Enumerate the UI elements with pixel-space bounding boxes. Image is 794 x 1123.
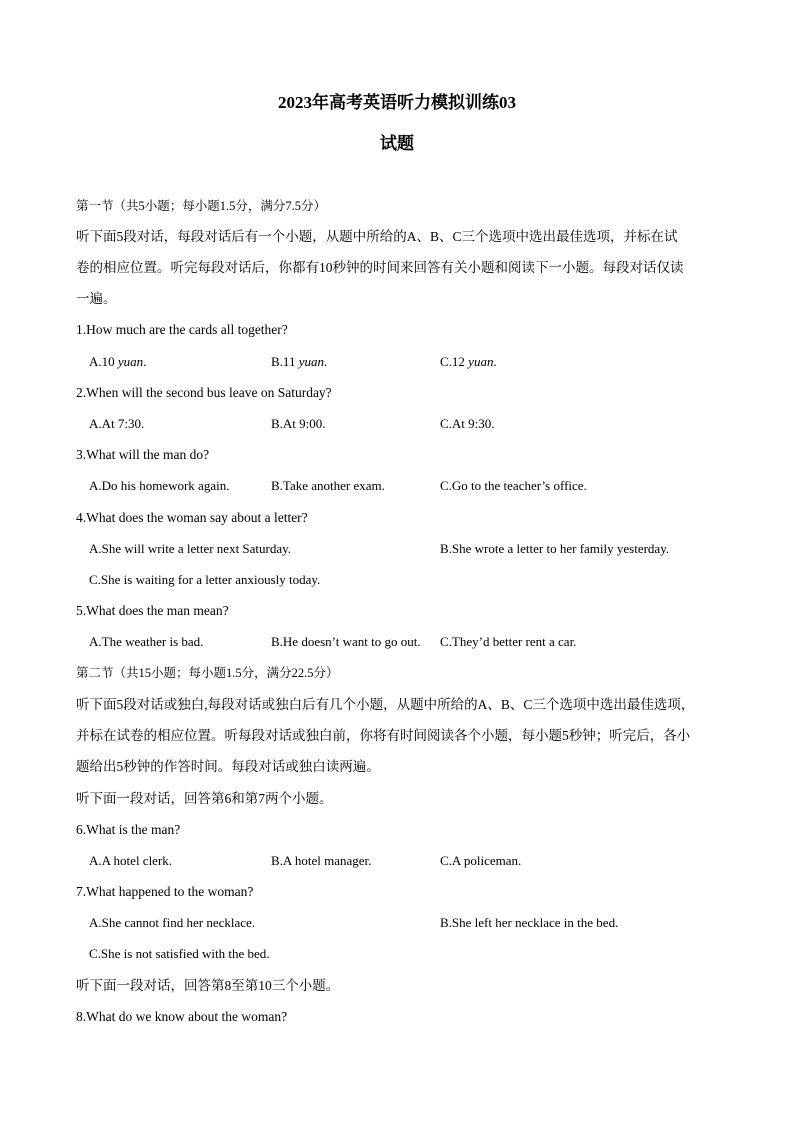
question-1-stem: 1.How much are the cards all together? — [76, 322, 288, 337]
dialogue-lead-8-10: 听下面一段对话，回答第8至第10三个小题。 — [76, 978, 340, 993]
section2-instruction-line: 并标在试卷的相应位置。听每段对话或独白前，你将有时间阅读各个小题，每小题5秒钟；听完后，各小 — [76, 728, 691, 743]
q4-option-c: C.She is waiting for a letter anxiously today. — [89, 572, 321, 587]
document-title: 2023年高考英语听力模拟训练03 — [278, 93, 516, 112]
question-2-stem: 2.When will the second bus leave on Saturday? — [76, 385, 332, 400]
q6-option-a: A.A hotel clerk. — [89, 853, 173, 868]
section1-header: 第一节（共5小题；每小题1.5分，满分7.5分） — [76, 199, 327, 213]
section1-instruction-line: 一遍。 — [76, 291, 117, 306]
q7-option-c: C.She is not satisfied with the bed. — [89, 946, 270, 961]
q2-option-c: C.At 9:30. — [440, 416, 495, 431]
document-subtitle: 试题 — [380, 134, 414, 153]
q1-option-c: C.12 yuan. — [440, 354, 497, 369]
q1-option-a: A.10 yuan. — [89, 354, 147, 369]
question-6-stem: 6.What is the man? — [76, 822, 181, 837]
q7-option-a: A.She cannot find her necklace. — [89, 915, 256, 930]
question-4-stem: 4.What does the woman say about a letter? — [76, 510, 308, 525]
question-5-stem: 5.What does the man mean? — [76, 603, 229, 618]
q6-option-b: B.A hotel manager. — [271, 853, 372, 868]
q3-option-c: C.Go to the teacher’s office. — [440, 478, 587, 493]
q2-option-a: A.At 7:30. — [89, 416, 145, 431]
q5-option-a: A.The weather is bad. — [89, 634, 204, 649]
dialogue-lead-6-7: 听下面一段对话，回答第6和第7两个小题。 — [76, 791, 333, 806]
question-3-stem: 3.What will the man do? — [76, 447, 210, 462]
q5-option-c: C.They’d better rent a car. — [440, 634, 577, 649]
section2-instruction-line: 题给出5秒钟的作答时间。每段对话或独白读两遍。 — [76, 759, 380, 774]
section2-instruction-line: 听下面5段对话或独白,每段对话或独白后有几个小题，从题中所给的A、B、C三个选项中选出最佳选项， — [76, 697, 695, 712]
section2-header: 第二节（共15小题；每小题1.5分，满分22.5分） — [76, 666, 339, 680]
question-8-stem: 8.What do we know about the woman? — [76, 1009, 288, 1024]
q4-option-b: B.She wrote a letter to her family yesterday. — [440, 541, 670, 556]
q3-option-a: A.Do his homework again. — [89, 478, 230, 493]
q3-option-b: B.Take another exam. — [271, 478, 385, 493]
section1-instruction-line: 卷的相应位置。听完每段对话后，你都有10秒钟的时间来回答有关小题和阅读下一小题。每段对话仅读 — [76, 260, 684, 275]
question-7-stem: 7.What happened to the woman? — [76, 884, 254, 899]
q1-option-b: B.11 yuan. — [271, 354, 328, 369]
q7-option-b: B.She left her necklace in the bed. — [440, 915, 619, 930]
section1-instruction-line: 听下面5段对话，每段对话后有一个小题，从题中所给的A、B、C三个选项中选出最佳选项，并标在试 — [76, 229, 678, 244]
q4-option-a: A.She will write a letter next Saturday. — [89, 541, 292, 556]
q5-option-b: B.He doesn’t want to go out. — [271, 634, 421, 649]
q6-option-c: C.A policeman. — [440, 853, 522, 868]
q2-option-b: B.At 9:00. — [271, 416, 326, 431]
